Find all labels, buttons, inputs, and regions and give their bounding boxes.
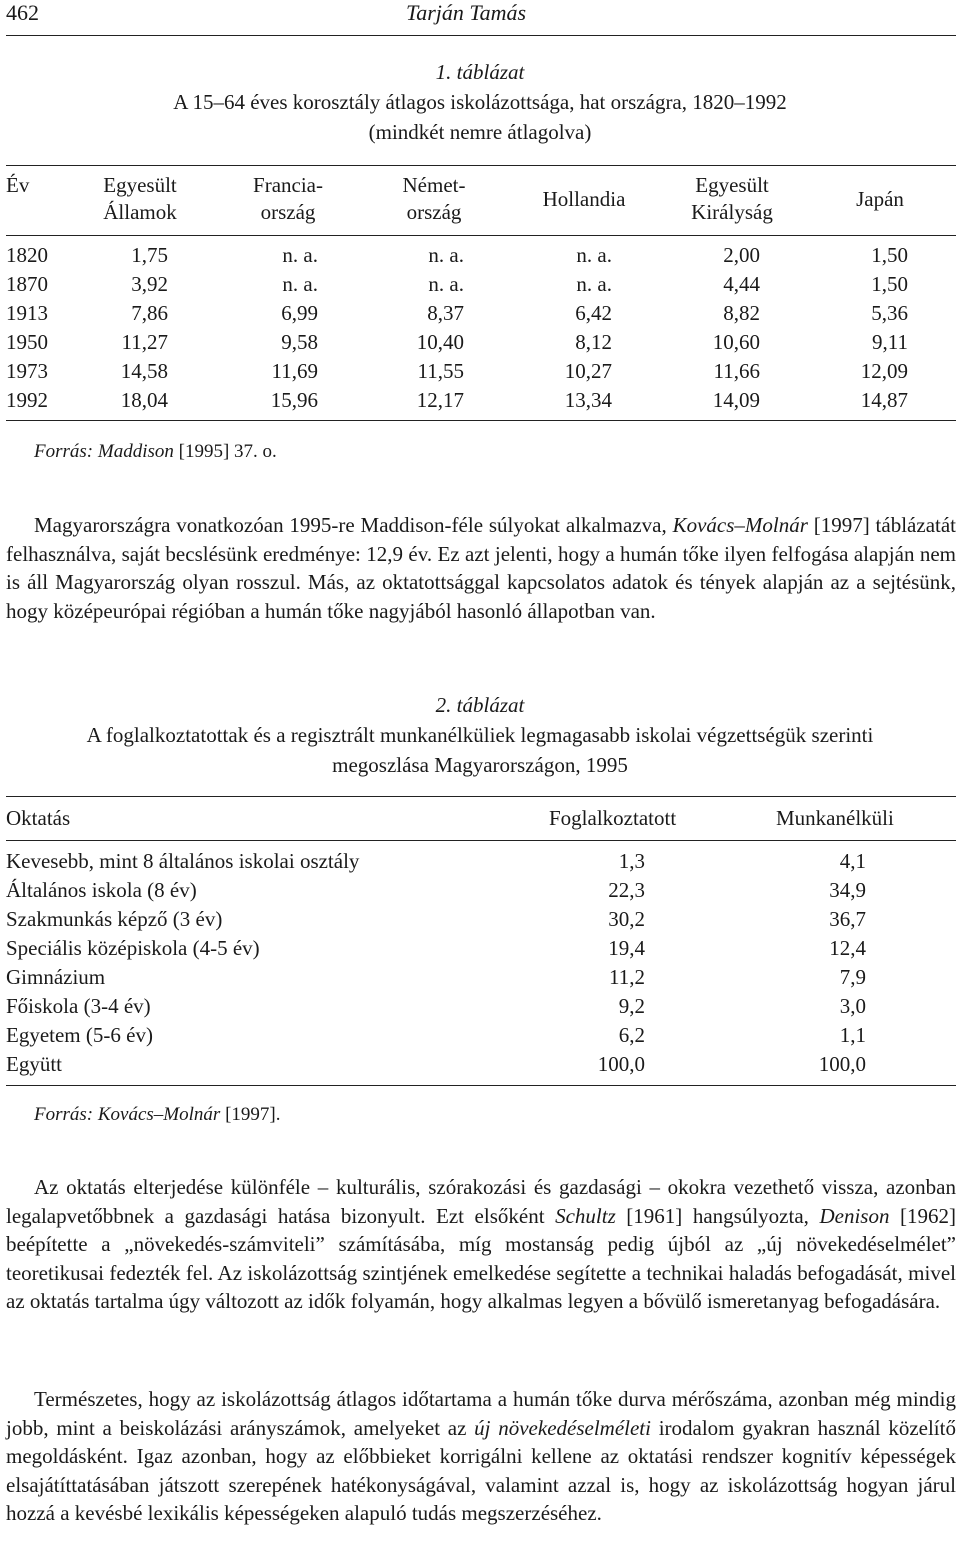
table-row [0,388,960,416]
table-cell: Együtt [6,1052,62,1076]
table-cell: 34,9 [829,878,866,902]
table-cell: 13,34 [564,388,612,412]
table-cell: 9,2 [618,994,645,1018]
table-cell: 8,37 [427,301,464,325]
table1-number: 1. táblázat [435,60,525,84]
table-cell: 3,92 [131,272,168,296]
table2-top-rule [6,796,956,797]
table-cell: Általános iskola (8 év) [6,878,197,902]
table-cell: 11,2 [609,965,645,989]
table-cell: n. a. [428,243,464,267]
text-run: [1961] hangsúlyozta, [615,1203,820,1228]
table-row [0,243,960,271]
table-row [0,301,960,329]
table-cell: 6,99 [281,301,318,325]
table-cell: 1,3 [618,849,645,873]
col-unemployed-header: Munkanélküli [776,806,894,830]
table1-header-rule [6,235,956,236]
col-uk-header-2: Királyság [691,200,773,224]
table-cell: 11,55 [417,359,464,383]
table-cell: 11,69 [271,359,318,383]
text-run: Az oktatás elterjedése különféle – kulturális, szórakozási és gazdasági – okokra vezethető vissza, azonban legalapvetőbbnek a gazdasági hatása bizonyult. Ezt elsőként [6,1175,956,1228]
col-fr-header-2: ország [260,200,316,224]
table1-header [0,172,960,232]
table-cell: 36,7 [829,907,866,931]
table2-header [0,806,960,834]
table-row [0,1052,960,1080]
table-cell: 18,04 [120,388,168,412]
table-row [0,849,960,877]
table-row [0,359,960,387]
col-uk-header-1: Egyesült [695,173,769,197]
text-run: [1997] táblázatát felhasználva, saját becslésünk eredménye: 12,9 év. Ez azt jelenti, hogy a humán tőke ilyen felfogása alapján nem is áll Magyarország olyan rosszul. Más, az oktatottsággal kapcsolatos adatok és tények alapján az a sejtésünk, hogy középeurópai régióban a humán tőke nagyjából hasonló állapotban van. [6,513,956,623]
table2-title-line1: A foglalkoztatottak és a regisztrált munkanélküliek legmagasabb iskolai végzettségük szerinti [86,723,874,747]
table-cell: 11,27 [121,330,168,354]
table-cell: 14,09 [712,388,760,412]
page-number: 462 [6,0,39,25]
text-run: Magyarországra vonatkozóan 1995-re Maddison-féle súlyokat alkalmazva, [34,513,673,537]
table-row [0,936,960,964]
table-cell: 10,27 [564,359,612,383]
table-cell: n. a. [282,272,318,296]
table-cell: 14,87 [860,388,908,412]
table-row [0,907,960,935]
table-cell: n. a. [282,243,318,267]
table-cell: 5,36 [871,301,908,325]
running-author: Tarján Tamás [406,0,527,25]
table-cell: 8,12 [575,330,612,354]
table-cell: 7,86 [131,301,168,325]
table-cell: 4,44 [723,272,760,296]
table-cell: 8,82 [723,301,760,325]
body-paragraph [6,1385,956,1528]
body-paragraph [6,1173,956,1316]
table-cell: 1,75 [131,243,168,267]
table-cell: 100,0 [597,1052,645,1076]
col-employed-header: Foglalkoztatott [549,806,677,830]
table-cell: 19,4 [608,936,645,960]
table-cell: n. a. [428,272,464,296]
running-header [0,0,960,34]
table2-source [34,1104,280,1126]
table-cell: 1820 [6,243,48,267]
table-cell: 12,4 [829,936,866,960]
source-ref: [1995] 37. o. [173,441,277,462]
table-cell: Főiskola (3-4 év) [6,994,151,1018]
table-cell: Szakmunkás képző (3 év) [6,907,223,931]
col-us-header-2: Államok [103,200,177,224]
table-row [0,1023,960,1051]
col-jp-header: Japán [856,187,904,211]
table-cell: 9,58 [281,330,318,354]
table-row [0,330,960,358]
text-run: Természetes, hogy az iskolázottság átlagos időtartama a humán tőke durva mérőszáma, azonban még mindig jobb, mint a beiskolázási arányszámok, amelyeket az [6,1387,956,1440]
table-cell: 9,11 [872,330,908,354]
table-row [0,878,960,906]
text-run: irodalom gyakran használ közelítő megoldásként. Igaz azonban, hogy az előbbieket korrigálni kellene az oktatási rendszer kognitív képességek elsajátíttatásában játszott szerepének hatékonyságával, valamint azzal is, hogy az iskolázottság hogyan járul hozzá a kevésbé lexikális képességeken alapuló tudás megszerzéséhez. [6,1415,956,1526]
table-cell: 1913 [6,301,48,325]
table-cell: 10,60 [712,330,760,354]
table-row [0,994,960,1022]
table-cell: n. a. [576,243,612,267]
table1-top-rule [6,165,956,166]
table1-source [34,441,277,463]
table1-subtitle: (mindkét nemre átlagolva) [368,120,592,144]
table2-number: 2. táblázat [435,693,525,717]
table-cell: Speciális középiskola (4-5 év) [6,936,260,960]
source-ref: [1997]. [220,1104,281,1125]
table2-title-line2: megoszlása Magyarországon, 1995 [332,753,628,777]
citation-author: Kovács–Molnár [672,513,808,537]
table-cell: 22,3 [608,878,645,902]
table-cell: 1,1 [839,1023,866,1047]
table-cell: 10,40 [416,330,464,354]
table-cell: 14,58 [120,359,168,383]
col-de-header-1: Német- [402,173,466,197]
table-cell: 12,09 [860,359,908,383]
table-cell: 1870 [6,272,48,296]
col-education-header: Oktatás [6,806,71,830]
table-cell: 30,2 [608,907,645,931]
table-cell: Gimnázium [6,965,106,989]
table-cell: 4,1 [839,849,866,873]
table-cell: n. a. [576,272,612,296]
table-cell: 1,50 [871,272,908,296]
table-cell: 3,0 [839,994,866,1018]
col-de-header-2: ország [406,200,462,224]
table-cell: 1992 [6,388,48,412]
table-cell: 11,66 [713,359,760,383]
col-fr-header-1: Francia- [253,173,323,197]
body-paragraph [6,511,956,625]
table-cell: 1950 [6,330,48,354]
citation-author: Denison [819,1203,890,1228]
source-label: Forrás: Kovács–Molnár [34,1104,221,1125]
table-row [0,965,960,993]
col-nl-header: Hollandia [542,187,626,211]
table-cell: 100,0 [818,1052,866,1076]
text-run: [1962] beépítette a „növekedés-számviteli” számításába, míg mostanság pedig újból az „új növekedéselmélet” teoretikusai fedezték fel. Az iskolázottság szintjének emelkedése segítette a technikai haladás befogadását, mivel az oktatás tartalma úgy változott az idők folyamán, hogy alkalmas legyen a bővülő ismeretanyag befogadására. [6,1203,956,1314]
table-cell: 1,50 [871,243,908,267]
table-cell: Egyetem (5-6 év) [6,1023,153,1047]
table2-header-rule [6,840,956,841]
emphasized-term: új növekedéselméleti [474,1415,651,1440]
table2-bottom-rule [6,1085,956,1086]
col-us-header-1: Egyesült [103,173,177,197]
col-year-header: Év [6,173,30,197]
source-label: Forrás: Maddison [34,441,174,462]
table-cell: 2,00 [723,243,760,267]
header-rule [6,35,956,36]
table-cell: Kevesebb, mint 8 általános iskolai osztály [6,849,360,873]
table-cell: 1973 [6,359,48,383]
table1-bottom-rule [6,420,956,421]
table-row [0,272,960,300]
table-cell: 15,96 [270,388,318,412]
table1-title: A 15–64 éves korosztály átlagos iskolázottsága, hat országra, 1820–1992 [173,90,787,114]
table-cell: 12,17 [416,388,464,412]
table-cell: 7,9 [839,965,866,989]
table-cell: 6,42 [575,301,612,325]
citation-author: Schultz [555,1203,616,1228]
table-cell: 6,2 [618,1023,645,1047]
